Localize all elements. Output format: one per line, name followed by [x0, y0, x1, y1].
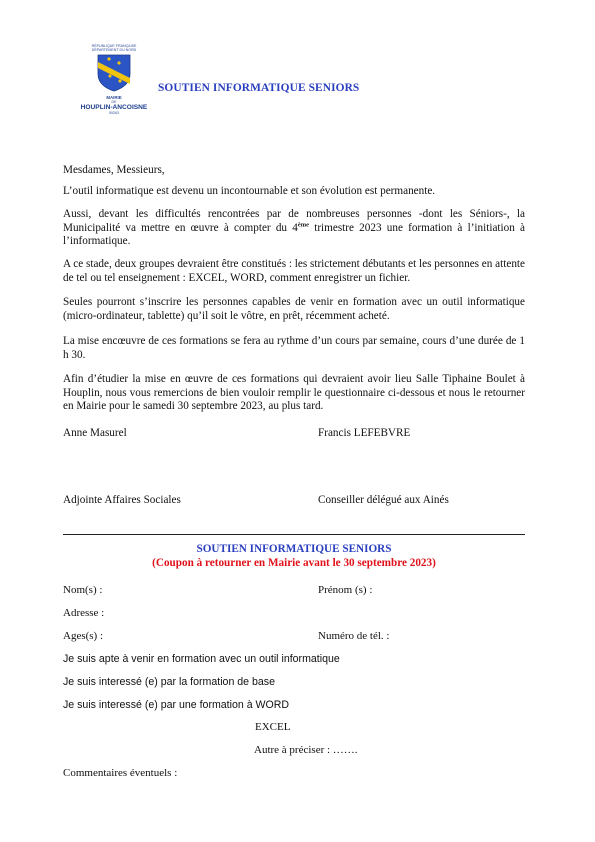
coupon-subtitle: (Coupon à retourner en Mairie avant le 30 septembre 2023) [152, 557, 436, 569]
salutation: Mesdames, Messieurs, [63, 164, 165, 176]
paragraph-3: A ce stade, deux groupes devraient être constitués : les strictement débutants et les personnes en attente de tel ou tel enseignement : EXCEL, WORD, comment enregistrer un fichier. [63, 258, 525, 284]
mairie-logo [80, 40, 148, 116]
field-adresse: Adresse : [63, 607, 105, 619]
paragraph-2-superscript: ème [297, 220, 310, 228]
signatory-right-name: Francis LEFEBVRE [318, 427, 411, 439]
option-autre: Autre à préciser : ……. [254, 744, 358, 756]
paragraph-1: L’outil informatique est devenu un incontournable et son évolution est permanente. [63, 185, 436, 197]
field-nom: Nom(s) : [63, 584, 103, 596]
logo-ville-text: HOUPLIN-ANCOISNE [80, 104, 148, 111]
section-divider [63, 534, 525, 535]
field-ages: Ages(s) : [63, 630, 104, 642]
field-telephone: Numéro de tél. : [318, 630, 390, 642]
option-formation-word: Je suis interessé (e) par une formation à WORD [63, 699, 290, 711]
option-formation-base: Je suis interessé (e) par la formation de base [63, 676, 275, 688]
field-commentaires: Commentaires éventuels : [63, 767, 178, 779]
coupon-title: SOUTIEN INFORMATIQUE SENIORS [196, 543, 392, 555]
paragraph-5: La mise encœuvre de ces formations se fera au rythme d’un cours par semaine, cours d’une durée de 1 h 30. [63, 335, 525, 361]
option-apte: Je suis apte à venir en formation avec un outil informatique [63, 653, 340, 665]
paragraph-2 [63, 208, 525, 249]
logo-departement-text: DÉPARTEMENT DU NORD [91, 48, 137, 52]
logo-republique-text: RÉPUBLIQUE FRANÇAISE [91, 44, 137, 48]
paragraph-4: Seules pourront s’inscrire les personnes capables de venir en formation avec un outil informatique (micro-ordinateur, tablette) qu’il soit le vôtre, en prêt, récemment acheté. [63, 296, 525, 322]
signatory-left-name: Anne Masurel [63, 427, 127, 439]
option-excel: EXCEL [255, 721, 291, 733]
coat-of-arms-icon [97, 54, 131, 92]
paragraph-2-start: Aussi, devant les difficultés rencontrées par de nombreuses personnes -dont les Séniors-, la Municipalité va mettre en œuvre à compter du 4 [63, 208, 525, 234]
signatory-left-role: Adjointe Affaires Sociales [63, 494, 181, 506]
paragraph-6: Afin d’étudier la mise en œuvre de ces formations qui devraient avoir lieu Salle Tiphaine Boulet à Houplin, nous vous remercions de bien vouloir remplir le questionnaire ci-dessous et nous le retourner en Mairie pour le samedi 30 septembre 2023, au plus tard. [63, 373, 525, 413]
page-title: SOUTIEN INFORMATIQUE SENIORS [158, 82, 360, 94]
logo-mairie-text: MAIRIE [106, 95, 122, 100]
logo-de-text: DE [111, 100, 117, 104]
paragraph-2-end: trimestre 2023 une formation à l’initiation à l’informatique. [63, 221, 525, 248]
field-prenom: Prénom (s) : [318, 584, 373, 596]
signatory-right-role: Conseiller délégué aux Ainés [318, 494, 449, 506]
logo-code-text: 59263 [109, 111, 119, 115]
